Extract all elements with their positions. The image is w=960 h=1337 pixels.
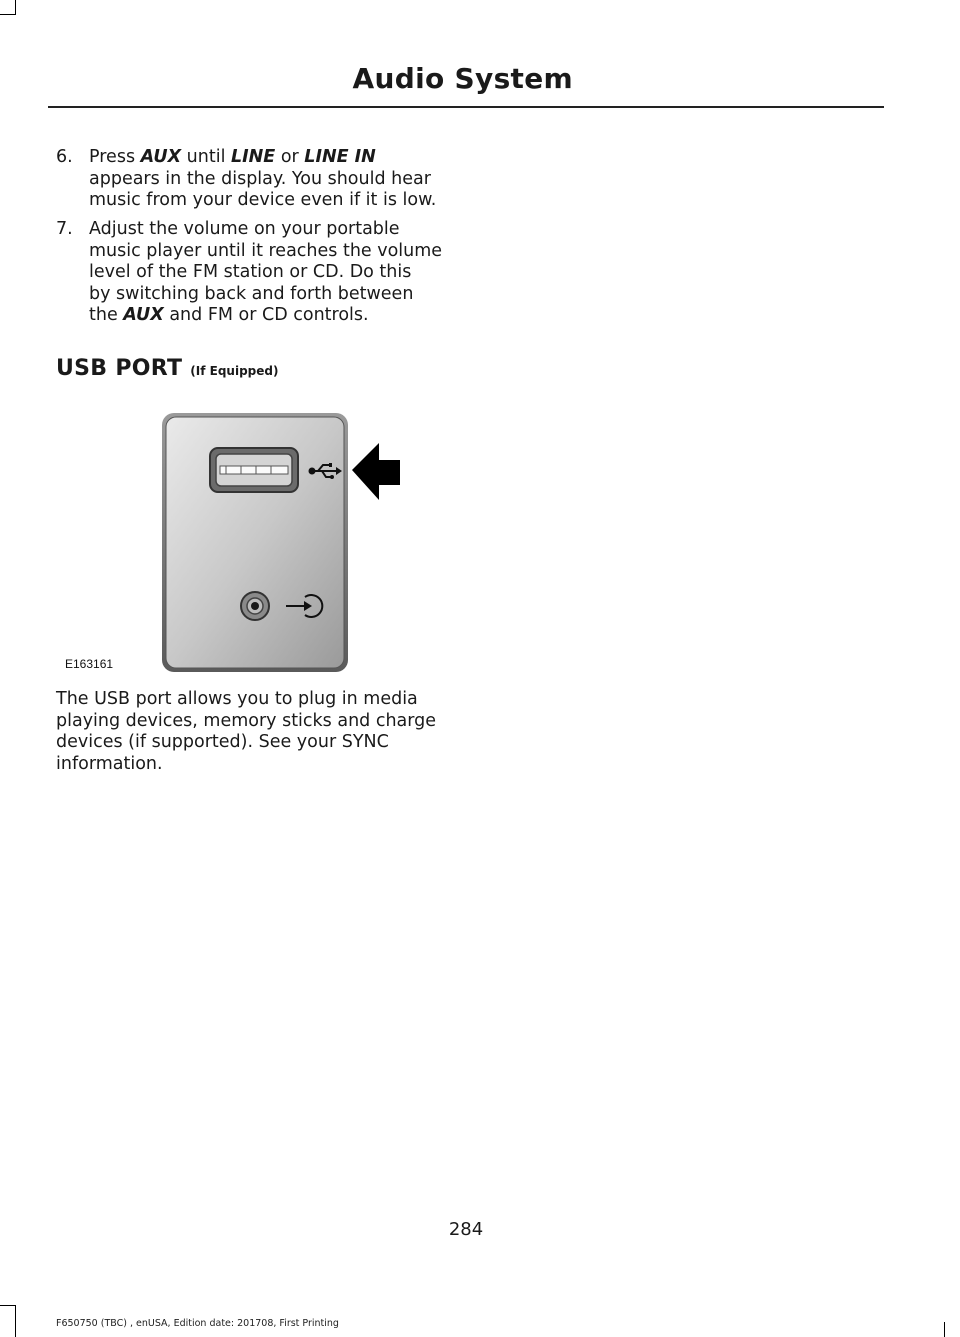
crop-mark [15,0,16,15]
crop-mark [0,1305,16,1306]
section-heading [56,356,278,381]
section-title: USB PORT [56,356,183,381]
step-line [89,305,456,327]
step-text [89,147,456,212]
step-line: music from your device even if it is low. [89,190,437,210]
step-line [89,147,456,169]
paragraph-line: The USB port allows you to plug in media [56,689,418,709]
step-line: level of the FM station or CD. Do this [89,262,412,282]
text: until [181,147,231,167]
figure-code: E163161 [65,657,114,671]
step-7 [56,219,456,327]
step-line: by switching back and forth between [89,283,414,304]
aux-jack-icon [241,592,269,620]
usb-port-illustration [56,410,416,676]
control-label: LINE IN [304,147,376,167]
step-text [89,219,456,327]
crop-mark [15,1305,16,1337]
page-number: 284 [448,1219,484,1240]
arrow-left-icon [352,443,400,500]
step-number: 7. [56,219,73,239]
usb-port-icon [210,448,298,492]
paragraph-line: devices (if supported). See your SYNC [56,732,389,752]
crop-mark [944,1322,945,1337]
step-line: music player until it reaches the volume [89,240,443,261]
text: and FM or CD controls. [163,305,369,325]
usb-port-figure [56,410,416,676]
paragraph-line: playing devices, memory sticks and charge [56,710,437,731]
footer-edition-info: F650750 (TBC) , enUSA, Edition date: 201708, First Printing [56,1318,339,1329]
control-label: AUX [140,147,182,167]
control-label: LINE [231,147,276,167]
step-6 [56,147,456,212]
step-line: appears in the display. You should hear [89,168,431,189]
header-rule [48,106,884,108]
paragraph-line: information. [56,753,163,774]
page-title: Audio System [352,62,573,95]
step-line: Adjust the volume on your portable [89,219,400,239]
step-number: 6. [56,147,73,167]
text: or [275,147,305,167]
usb-port-description [56,689,456,775]
control-label: AUX [123,305,164,325]
section-qualifier: (If Equipped) [190,364,279,378]
text: Press [89,147,141,167]
crop-mark [0,14,16,15]
text: the [89,305,124,325]
